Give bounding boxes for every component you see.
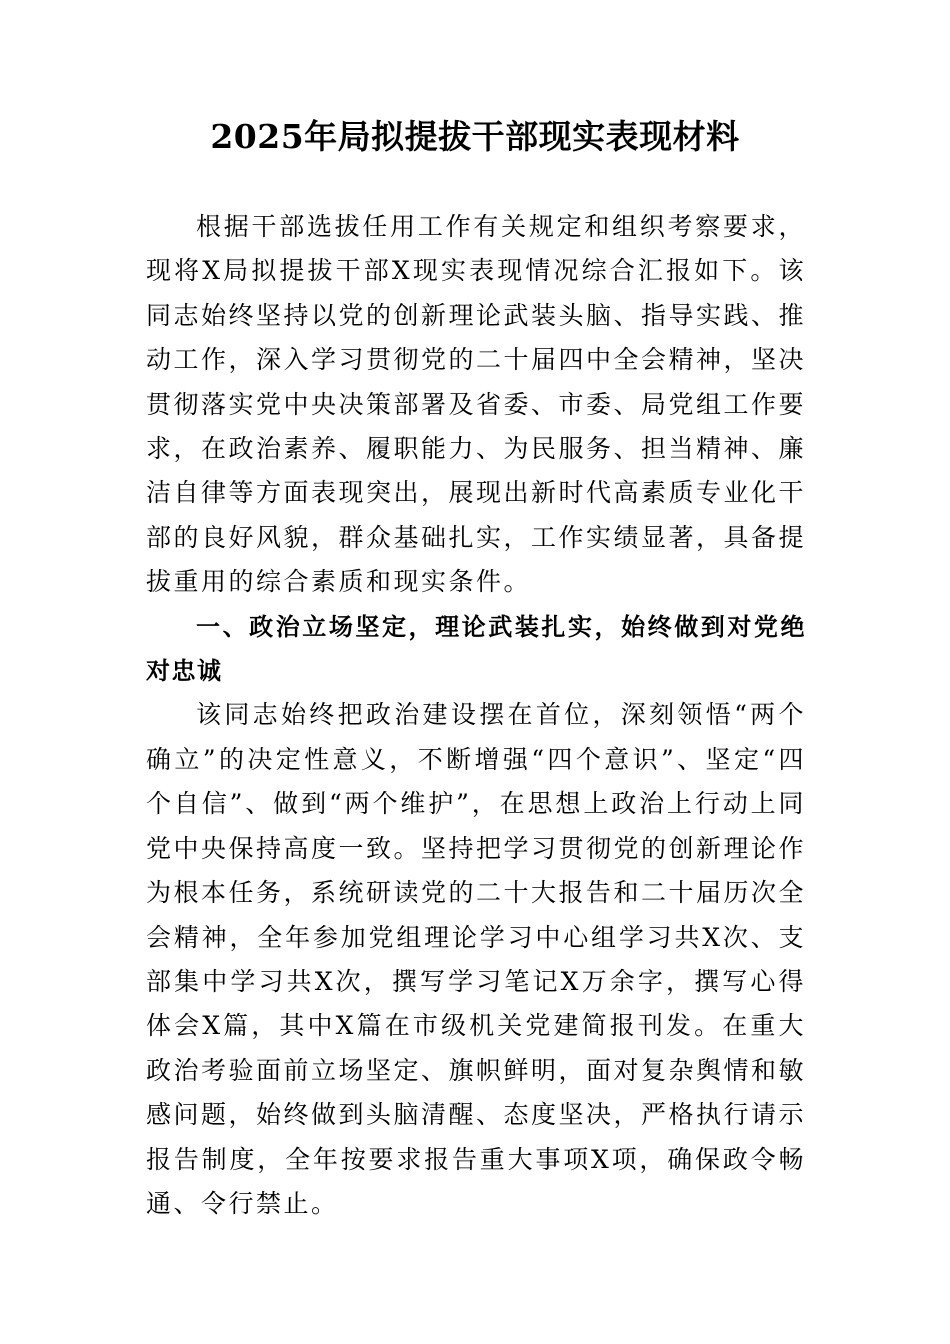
section-1-heading: 一、政治立场坚定，理论武装扎实，始终做到对党绝对忠诚 bbox=[146, 612, 806, 686]
document-title: 2025年局拟提拔干部现实表现材料 bbox=[210, 117, 740, 156]
section-1-paragraph: 该同志始终把政治建设摆在首位，深刻领悟“两个确立”的决定性意义，不断增强“四个意识”、坚定“四个自信”、做到“两个维护”，在思想上政治上行动上同党中央保持高度一致。坚持把学习贯彻党的创新理论作为根本任务，系统研读党的二十大报告和二十届历次全会精神，全年参加党组理论学习中心组学习共X次、支部集中学习共X次，撰写学习笔记X万余字，撰写心得体会X篇，其中X篇在市级机关党建简报刊发。在重大政治考验面前立场坚定、旗帜鲜明，面对复杂舆情和敏感问题，始终做到头脑清醒、态度坚决，严格执行请示报告制度，全年按要求报告重大事项X项，确保政令畅通、令行禁止。 bbox=[146, 700, 807, 1218]
intro-paragraph: 根据干部选拔任用工作有关规定和组织考察要求，现将X局拟提拔干部X现实表现情况综合汇报如下。该同志始终坚持以党的创新理论武装头脑、指导实践、推动工作，深入学习贯彻党的二十届四中全会精神，坚决贯彻落实党中央决策部署及省委、市委、局党组工作要求，在政治素养、履职能力、为民服务、担当精神、廉洁自律等方面表现突出，展现出新时代高素质专业化干部的良好风貌，群众基础扎实，工作实绩显著，具备提拔重用的综合素质和现实条件。 bbox=[146, 212, 807, 597]
document-body bbox=[146, 205, 806, 1226]
